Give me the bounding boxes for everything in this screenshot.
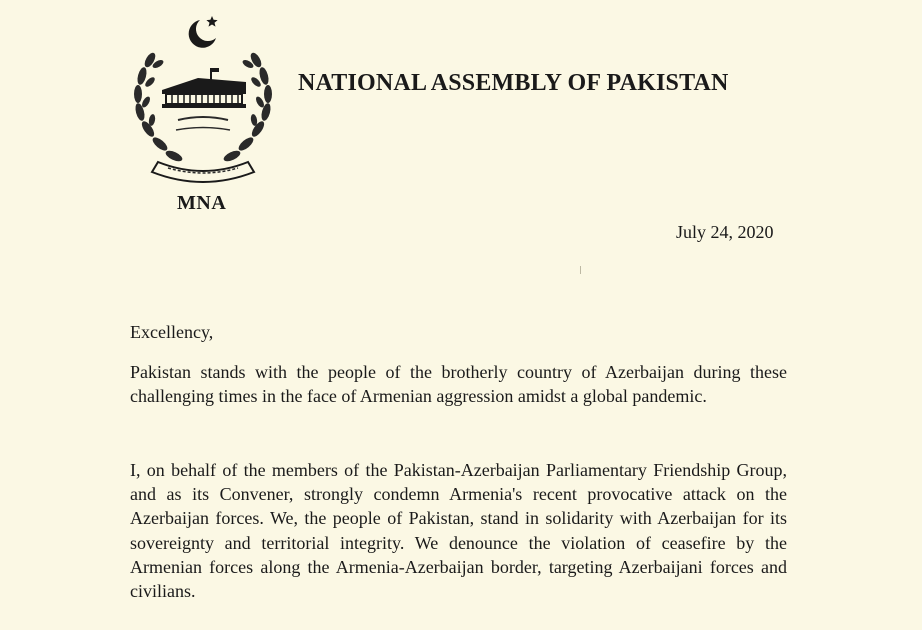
letterhead-designation: MNA [177,192,227,214]
scan-mark [580,266,581,274]
letterhead-title: NATIONAL ASSEMBLY OF PAKISTAN [298,70,729,96]
letter-date: July 24, 2020 [676,222,774,242]
letter-paragraph: I, on behalf of the members of the Pakistan-Azerbaijan Parliamentary Friendship Group, and as its Convener, strongly condemn Armenia's recent provocative attack on the Azerbaijan forces. We, the people of Pakistan, stand in solidarity with Azerbaijan for its sovereignty and territorial integrity. We denounce the violation of ceasefire by the Armenian forces along the Armenia-Azerbaijan border, targeting Azerbaijani forces and civilians. [130,460,787,602]
letter-paragraph: Pakistan stands with the people of the brotherly country of Azerbaijan during these challenging times in the face of Armenian aggression amidst a global pandemic. [130,362,787,407]
national-assembly-emblem-icon [128,12,278,192]
letter-salutation: Excellency, [130,322,214,342]
